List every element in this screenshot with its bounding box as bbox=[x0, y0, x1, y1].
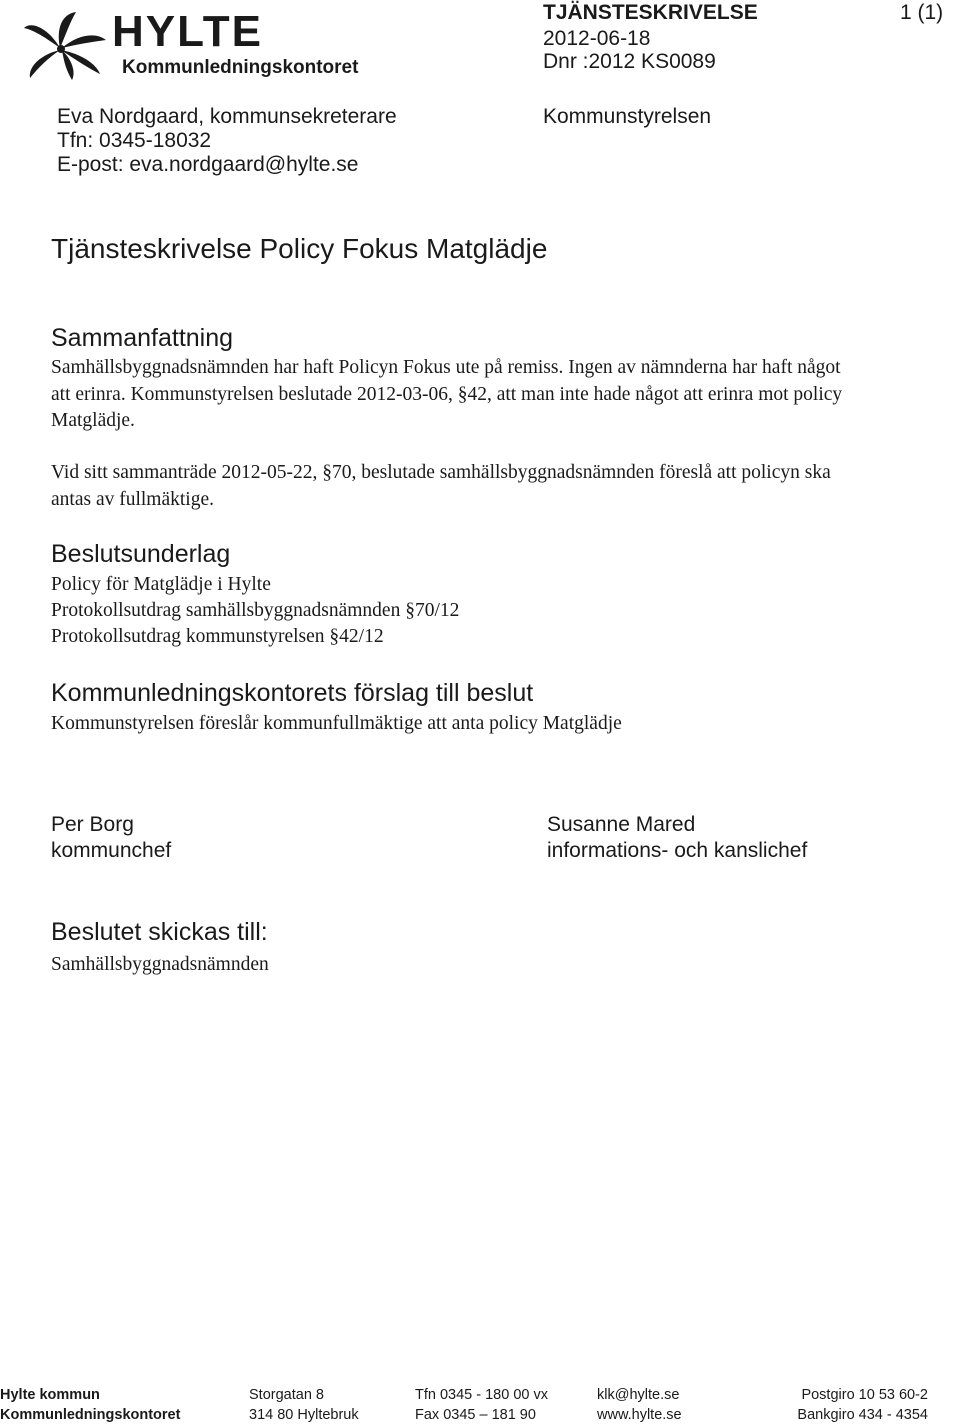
footer-street: Storgatan 8 bbox=[249, 1387, 324, 1403]
text-line: Samhällsbyggnadsnämnden har haft Policyn Fokus ute på remiss. Ingen av nämnderna har haft något bbox=[51, 357, 841, 378]
footer-tel: Tfn 0345 - 180 00 vx bbox=[415, 1387, 548, 1403]
document-date: 2012-06-18 bbox=[543, 27, 651, 50]
author-block bbox=[57, 105, 397, 177]
document-type: TJÄNSTESKRIVELSE bbox=[543, 1, 758, 24]
footer-org-unit: Kommunledningskontoret bbox=[0, 1407, 181, 1423]
footer-org-name: Hylte kommun bbox=[0, 1387, 100, 1403]
author-phone: Tfn: 0345-18032 bbox=[57, 129, 212, 152]
footer-postgiro: Postgiro 10 53 60-2 bbox=[801, 1387, 928, 1403]
sent-to-heading: Beslutet skickas till: bbox=[51, 918, 268, 946]
decision-basis-list bbox=[51, 572, 951, 650]
page-number: 1 (1) bbox=[900, 1, 944, 24]
text-line: Matglädje. bbox=[51, 410, 135, 431]
footer-phone bbox=[415, 1385, 548, 1425]
list-item: Policy för Matglädje i Hylte bbox=[51, 574, 271, 595]
text-line: Samhällsbyggnadsnämnden bbox=[51, 954, 269, 975]
document-title: Tjänsteskrivelse Policy Fokus Matglädje bbox=[51, 233, 548, 264]
brand-name: HYLTE bbox=[112, 7, 263, 56]
decision-basis-heading: Beslutsunderlag bbox=[51, 540, 231, 568]
hylte-flower-icon bbox=[20, 10, 110, 82]
proposal-text bbox=[51, 711, 951, 738]
signature-role: kommunchef bbox=[51, 839, 172, 862]
text-line: Kommunstyrelsen föreslår kommunfullmäktige att anta policy Matglädje bbox=[51, 713, 622, 734]
summary-paragraph-2 bbox=[51, 460, 951, 513]
footer-postal: 314 80 Hyltebruk bbox=[249, 1407, 359, 1423]
footer-bankgiro: Bankgiro 434 - 4354 bbox=[797, 1407, 928, 1423]
text-line: antas av fullmäktige. bbox=[51, 488, 214, 510]
text-line: att erinra. Kommunstyrelsen beslutade 2012-03-06, §42, att man inte hade något att erinra mot policy bbox=[51, 383, 843, 405]
brand-unit: Kommunledningskontoret bbox=[122, 57, 359, 78]
author-email: E-post: eva.nordgaard@hylte.se bbox=[57, 153, 359, 176]
footer-website: www.hylte.se bbox=[597, 1407, 682, 1423]
list-item: Protokollsutdrag kommunstyrelsen §42/12 bbox=[51, 626, 384, 647]
hylte-logo bbox=[20, 7, 359, 82]
signature-role: informations- och kanslichef bbox=[547, 839, 808, 862]
footer-giro bbox=[797, 1385, 928, 1425]
footer-org bbox=[0, 1385, 180, 1425]
summary-heading: Sammanfattning bbox=[51, 324, 234, 352]
footer-contact bbox=[597, 1385, 682, 1425]
footer-email: klk@hylte.se bbox=[597, 1387, 680, 1403]
sent-to-recipient bbox=[51, 952, 951, 979]
footer-fax: Fax 0345 – 181 90 bbox=[415, 1407, 536, 1423]
document-dnr: Dnr :2012 KS0089 bbox=[543, 50, 716, 73]
footer-address bbox=[249, 1385, 359, 1425]
signature-2 bbox=[547, 812, 807, 864]
recipient: Kommunstyrelsen bbox=[543, 105, 712, 128]
proposal-heading: Kommunledningskontorets förslag till beslut bbox=[51, 679, 534, 707]
signature-name: Susanne Mared bbox=[547, 813, 696, 836]
signature-name: Per Borg bbox=[51, 813, 134, 836]
summary-paragraph-1 bbox=[51, 355, 951, 435]
text-line: Vid sitt sammanträde 2012-05-22, §70, beslutade samhällsbyggnadsnämnden föreslå att policyn ska bbox=[51, 462, 831, 483]
author-name: Eva Nordgaard, kommunsekreterare bbox=[57, 105, 397, 128]
list-item: Protokollsutdrag samhällsbyggnadsnämnden §70/12 bbox=[51, 600, 460, 621]
signature-1 bbox=[51, 812, 171, 864]
